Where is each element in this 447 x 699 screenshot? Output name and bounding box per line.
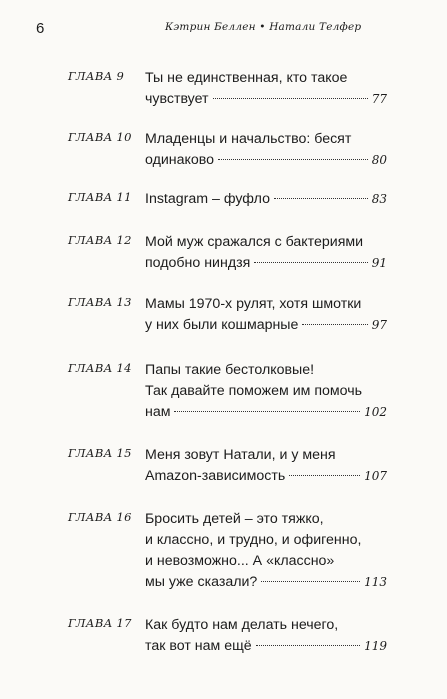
page-reference: 119: [364, 639, 387, 653]
chapter-title-line: одинаково: [145, 152, 215, 168]
page-reference: 91: [371, 256, 387, 270]
chapter-title: [145, 294, 387, 336]
chapter-label: ГЛАВА 12: [68, 233, 132, 247]
dot-leader: [213, 98, 368, 99]
chapter-title: [145, 445, 387, 487]
chapter-title-line: и классно, и трудно, и офигенно,: [145, 532, 362, 548]
chapter-title-line: так вот нам ещё: [145, 638, 252, 654]
chapter-title-line: Amazon-зависимость: [145, 468, 286, 484]
page-reference: 77: [371, 92, 387, 106]
chapter-label: ГЛАВА 14: [68, 361, 132, 375]
chapter-title-line: у них были кошмарные: [145, 317, 299, 333]
chapter-title-line: Бросить детей – это тяжко,: [145, 511, 324, 527]
chapter-label: ГЛАВА 10: [68, 130, 132, 144]
page-number: 6: [36, 20, 45, 37]
chapter-title-line: Instagram – фуфло: [145, 191, 270, 207]
chapter-title: [145, 360, 387, 423]
chapter-label: ГЛАВА 13: [68, 295, 132, 309]
page-reference: 80: [371, 153, 387, 167]
dot-leader: [261, 581, 360, 582]
chapter-label: ГЛАВА 16: [68, 510, 132, 524]
dot-leader: [218, 159, 368, 160]
page-reference: 97: [371, 318, 387, 332]
dot-leader: [174, 411, 360, 412]
chapter-title-line: Мой муж сражался с бактериями: [145, 234, 364, 250]
page-reference: 83: [371, 192, 387, 206]
chapter-title-line: мы уже сказали?: [145, 574, 258, 590]
chapter-label: ГЛАВА 15: [68, 446, 132, 460]
chapter-label: ГЛАВА 9: [68, 69, 125, 83]
chapter-title-line: и невозможно... А «классно»: [145, 553, 335, 569]
chapter-title-line: Папы такие бестолковые!: [145, 362, 315, 378]
dot-leader: [256, 645, 360, 646]
chapter-title-line: Младенцы и начальство: бесят: [145, 131, 352, 147]
chapter-label: ГЛАВА 11: [68, 190, 132, 204]
chapter-title: [145, 189, 387, 210]
dot-leader: [254, 262, 367, 263]
chapter-title: [145, 68, 387, 110]
chapter-label: ГЛАВА 17: [68, 616, 132, 630]
chapter-title-line: Так давайте поможем им помочь: [145, 383, 363, 399]
chapter-title-line: Мамы 1970-х рулят, хотя шмотки: [145, 296, 362, 312]
page-reference: 107: [364, 469, 387, 483]
chapter-title: [145, 232, 387, 274]
dot-leader: [289, 475, 360, 476]
running-head: Кэтрин Беллен • Натали Телфер: [165, 21, 362, 33]
chapter-title-line: Меня зовут Натали, и у меня: [145, 447, 336, 463]
chapter-title-line: Ты не единственная, кто такое: [145, 70, 348, 86]
chapter-title-line: нам: [145, 404, 171, 420]
dot-leader: [302, 324, 367, 325]
page-reference: 113: [364, 575, 387, 589]
chapter-title: [145, 129, 387, 171]
chapter-title-line: подобно ниндзя: [145, 255, 251, 271]
chapter-title-line: Как будто нам делать нечего,: [145, 617, 339, 633]
dot-leader: [274, 198, 368, 199]
chapter-title: [145, 509, 387, 593]
chapter-title-line: чувствует: [145, 91, 209, 107]
page-reference: 102: [364, 405, 387, 419]
chapter-title: [145, 615, 387, 657]
